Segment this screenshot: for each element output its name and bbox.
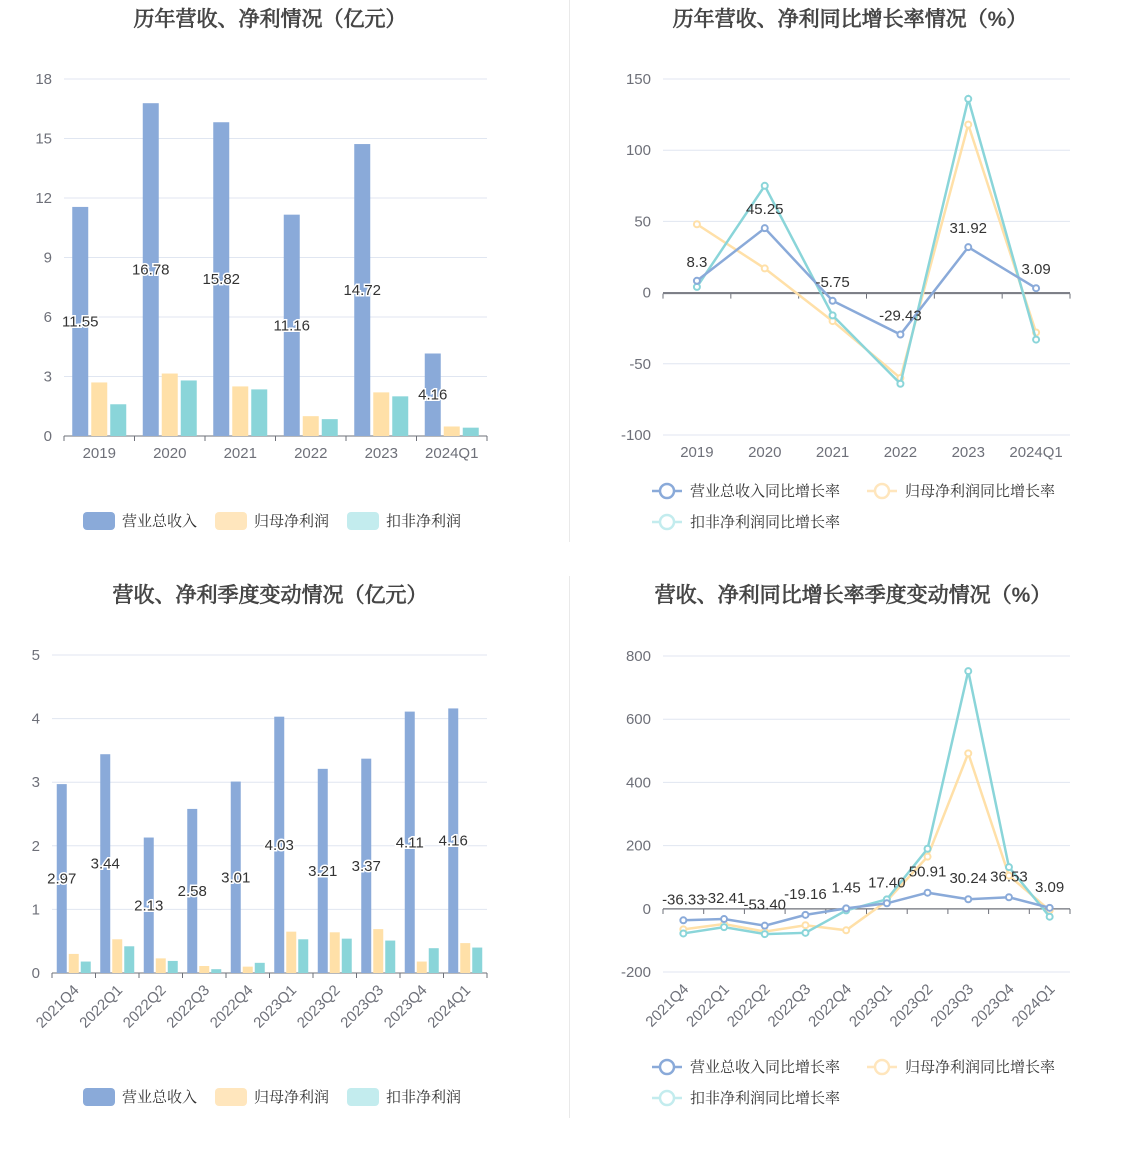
bar-quarterly-amounts-s2 bbox=[255, 963, 265, 973]
y-tick-label: 15 bbox=[35, 130, 52, 148]
annual-growth-chart bbox=[567, 0, 1134, 560]
bar-data-label: 2.97 bbox=[47, 870, 77, 888]
bar-annual-amounts-s2 bbox=[322, 419, 338, 436]
x-tick-label: 2023Q1 bbox=[250, 981, 301, 1032]
bar-annual-amounts-s1 bbox=[162, 374, 178, 436]
bar-quarterly-amounts-s1 bbox=[199, 966, 209, 973]
series-point-s0 bbox=[1047, 905, 1053, 911]
chart-title: 营收、净利季度变动情况（亿元） bbox=[112, 584, 428, 607]
line-data-label: -32.41 bbox=[702, 890, 746, 908]
series-point-s0 bbox=[884, 900, 890, 906]
legend-label: 扣非净利润 bbox=[386, 1089, 462, 1106]
y-tick-label: 50 bbox=[634, 213, 651, 231]
series-point-s2 bbox=[721, 924, 727, 930]
bar-annual-amounts-s2 bbox=[463, 428, 479, 436]
x-tick-label: 2023Q3 bbox=[927, 980, 978, 1031]
x-tick-label: 2019 bbox=[680, 444, 714, 461]
y-tick-label: 0 bbox=[43, 428, 52, 445]
x-tick-label: 2020 bbox=[153, 445, 187, 462]
series-point-s0 bbox=[762, 225, 768, 231]
x-tick-label: 2022 bbox=[883, 444, 918, 461]
chart-title: 历年营收、净利情况（亿元） bbox=[133, 8, 407, 31]
line-data-label: 3.09 bbox=[1021, 261, 1051, 279]
bar-quarterly-amounts-s2 bbox=[472, 948, 482, 973]
series-point-s0 bbox=[1006, 894, 1012, 900]
series-point-s1 bbox=[925, 854, 931, 860]
bar-data-label: 14.72 bbox=[343, 282, 382, 300]
series-point-s2 bbox=[965, 96, 971, 102]
y-tick-label: -200 bbox=[620, 964, 651, 981]
x-tick-label: 2022Q4 bbox=[206, 981, 257, 1032]
bar-data-label: 4.16 bbox=[438, 832, 468, 850]
y-tick-label: 0 bbox=[31, 965, 40, 982]
quarterly-amounts-panel bbox=[0, 576, 567, 1158]
series-point-s0 bbox=[897, 332, 903, 338]
series-point-s0 bbox=[965, 244, 971, 250]
y-tick-label: 4 bbox=[31, 710, 40, 728]
bar-data-label: 4.11 bbox=[395, 834, 424, 852]
legend-label: 归母净利润 bbox=[254, 513, 330, 530]
bar-data-label: 3.37 bbox=[351, 857, 381, 875]
annual-amounts-panel bbox=[0, 0, 567, 560]
bar-data-label: 4.16 bbox=[418, 386, 448, 404]
bar-data-label: 11.16 bbox=[273, 317, 310, 335]
y-tick-label: -50 bbox=[629, 355, 651, 373]
bar-annual-amounts-s2 bbox=[392, 396, 408, 436]
line-data-label: 50.91 bbox=[908, 863, 947, 881]
y-tick-label: 12 bbox=[35, 190, 52, 207]
x-tick-label: 2024Q1 bbox=[424, 981, 475, 1032]
legend-marker bbox=[660, 1091, 674, 1105]
y-tick-label: -100 bbox=[620, 427, 651, 444]
legend-label: 扣非净利润同比增长率 bbox=[690, 1090, 841, 1107]
bar-quarterly-amounts-s2 bbox=[298, 939, 308, 973]
y-tick-label: 3 bbox=[43, 368, 52, 386]
x-tick-label: 2020 bbox=[748, 444, 782, 461]
bar-annual-amounts-s2 bbox=[181, 380, 197, 436]
line-data-label: -5.75 bbox=[815, 273, 850, 291]
legend-label: 营业总收入 bbox=[122, 1089, 198, 1106]
bar-annual-amounts-s2 bbox=[251, 389, 267, 436]
bar-quarterly-amounts-s2 bbox=[168, 961, 178, 973]
bar-annual-amounts-s1 bbox=[373, 392, 389, 436]
series-point-s0 bbox=[925, 890, 931, 896]
chart-title: 营收、净利同比增长率季度变动情况（%） bbox=[654, 584, 1052, 607]
bar-data-label: 11.55 bbox=[62, 313, 99, 331]
x-tick-label: 2021Q4 bbox=[32, 981, 83, 1032]
bar-quarterly-amounts-s2 bbox=[342, 939, 352, 973]
bar-data-label: 3.21 bbox=[308, 862, 338, 880]
series-point-s1 bbox=[762, 265, 768, 271]
y-tick-label: 150 bbox=[625, 71, 651, 88]
legend-marker bbox=[660, 515, 674, 529]
quarterly-growth-panel bbox=[567, 576, 1134, 1158]
bar-quarterly-amounts-s2 bbox=[429, 948, 439, 973]
y-tick-label: 800 bbox=[625, 648, 651, 665]
legend-label: 扣非净利润 bbox=[386, 513, 462, 530]
series-point-s2 bbox=[1033, 337, 1039, 343]
legend-marker bbox=[875, 1060, 889, 1074]
y-tick-label: 0 bbox=[642, 284, 651, 302]
bar-quarterly-amounts-s1 bbox=[417, 962, 427, 973]
legend-label: 营业总收入同比增长率 bbox=[690, 483, 841, 500]
series-point-s0 bbox=[830, 298, 836, 304]
line-data-label: 45.25 bbox=[745, 201, 784, 219]
x-tick-label: 2023Q4 bbox=[380, 981, 431, 1032]
legend-label: 营业总收入同比增长率 bbox=[690, 1059, 841, 1076]
bar-quarterly-amounts-s2 bbox=[81, 962, 91, 973]
x-tick-label: 2023Q1 bbox=[845, 980, 896, 1031]
x-tick-label: 2024Q1 bbox=[1008, 980, 1059, 1031]
y-tick-label: 0 bbox=[642, 900, 651, 918]
x-tick-label: 2021 bbox=[223, 445, 257, 462]
line-data-label: 17.40 bbox=[868, 874, 906, 892]
series-point-s2 bbox=[925, 846, 931, 852]
x-tick-label: 2022Q3 bbox=[163, 981, 214, 1032]
y-tick-label: 18 bbox=[35, 71, 52, 88]
x-tick-label: 2022 bbox=[294, 445, 328, 462]
series-point-s0 bbox=[762, 923, 768, 929]
bar-data-label: 4.03 bbox=[264, 836, 294, 854]
series-point-s1 bbox=[694, 221, 700, 227]
series-point-s2 bbox=[762, 183, 768, 189]
legend-label: 归母净利润同比增长率 bbox=[905, 1059, 1056, 1076]
x-tick-label: 2022Q3 bbox=[764, 980, 815, 1031]
bar-quarterly-amounts-s2 bbox=[211, 969, 221, 973]
series-point-s1 bbox=[965, 122, 971, 128]
bar-data-label: 15.82 bbox=[202, 271, 241, 289]
annual-amounts-chart bbox=[0, 0, 567, 560]
legend-label: 扣非净利润同比增长率 bbox=[690, 514, 841, 531]
x-tick-label: 2023Q2 bbox=[886, 980, 937, 1031]
bar-quarterly-amounts-s1 bbox=[69, 954, 79, 973]
legend-label: 归母净利润同比增长率 bbox=[905, 483, 1056, 500]
y-tick-label: 600 bbox=[625, 711, 651, 729]
bar-quarterly-amounts-s2 bbox=[124, 946, 134, 973]
legend-marker bbox=[660, 484, 674, 498]
legend-swatch bbox=[215, 1088, 247, 1106]
bar-annual-amounts-s1 bbox=[232, 386, 248, 436]
bar-quarterly-amounts-s1 bbox=[330, 932, 340, 973]
bar-quarterly-amounts-s1 bbox=[112, 939, 122, 973]
y-tick-label: 3 bbox=[31, 774, 40, 792]
series-point-s2 bbox=[830, 312, 836, 318]
series-point-s2 bbox=[802, 930, 808, 936]
quarterly-amounts-chart bbox=[0, 576, 567, 1158]
quarterly-growth-chart bbox=[567, 576, 1134, 1158]
line-data-label: 36.53 bbox=[990, 868, 1028, 886]
series-point-s0 bbox=[680, 917, 686, 923]
series-point-s1 bbox=[802, 922, 808, 928]
annual-growth-panel bbox=[567, 0, 1134, 560]
x-tick-label: 2022Q1 bbox=[683, 980, 733, 1031]
bar-data-label: 3.01 bbox=[221, 869, 251, 887]
x-tick-label: 2022Q2 bbox=[119, 981, 170, 1032]
series-point-s2 bbox=[965, 668, 971, 674]
y-tick-label: 6 bbox=[43, 309, 52, 326]
bar-quarterly-amounts-s1 bbox=[373, 929, 383, 973]
x-tick-label: 2023Q3 bbox=[337, 981, 388, 1032]
bar-quarterly-amounts-s1 bbox=[156, 958, 166, 973]
bar-annual-amounts-s1 bbox=[303, 416, 319, 436]
x-tick-label: 2023Q2 bbox=[293, 981, 344, 1032]
x-tick-label: 2023 bbox=[364, 445, 398, 462]
legend-marker bbox=[875, 484, 889, 498]
series-line-s0 bbox=[697, 228, 1036, 334]
bar-data-label: 16.78 bbox=[131, 261, 170, 279]
bar-quarterly-amounts-s1 bbox=[243, 967, 253, 973]
line-data-label: 30.24 bbox=[949, 870, 988, 888]
series-point-s2 bbox=[1047, 914, 1053, 920]
legend-swatch bbox=[83, 512, 115, 530]
line-data-label: -36.33 bbox=[662, 891, 705, 909]
series-point-s0 bbox=[843, 905, 849, 911]
x-tick-label: 2022Q4 bbox=[805, 980, 855, 1031]
legend-swatch bbox=[83, 1088, 115, 1106]
series-point-s2 bbox=[897, 381, 903, 387]
x-tick-label: 2024Q1 bbox=[1009, 444, 1063, 461]
x-tick-label: 2023 bbox=[951, 444, 985, 461]
bar-quarterly-amounts-s2 bbox=[385, 941, 395, 973]
series-point-s2 bbox=[694, 284, 700, 290]
series-point-s0 bbox=[721, 916, 727, 922]
series-point-s2 bbox=[680, 930, 686, 936]
chart-title: 历年营收、净利同比增长率情况（%） bbox=[672, 8, 1028, 31]
line-data-label: -19.16 bbox=[784, 885, 827, 903]
line-data-label: 1.45 bbox=[831, 879, 861, 897]
y-tick-label: 200 bbox=[625, 837, 651, 855]
series-point-s2 bbox=[762, 931, 768, 937]
x-tick-label: 2019 bbox=[82, 445, 116, 462]
bar-annual-amounts-s1 bbox=[91, 382, 107, 436]
legend-label: 归母净利润 bbox=[254, 1089, 330, 1106]
legend-swatch bbox=[347, 512, 379, 530]
legend-label: 营业总收入 bbox=[122, 513, 198, 530]
line-data-label: -29.43 bbox=[879, 307, 922, 325]
series-point-s0 bbox=[802, 912, 808, 918]
x-tick-label: 2023Q4 bbox=[968, 980, 1018, 1031]
series-point-s0 bbox=[694, 278, 700, 284]
bar-quarterly-amounts-s1 bbox=[286, 932, 296, 973]
x-tick-label: 2024Q1 bbox=[425, 445, 479, 462]
bar-data-label: 2.13 bbox=[134, 897, 164, 915]
x-tick-label: 2021Q4 bbox=[642, 980, 693, 1031]
line-data-label: 31.92 bbox=[949, 220, 988, 238]
series-point-s0 bbox=[1033, 285, 1039, 291]
y-tick-label: 400 bbox=[625, 774, 651, 792]
y-tick-label: 100 bbox=[625, 142, 651, 160]
line-data-label: 3.09 bbox=[1035, 878, 1065, 896]
line-data-label: 8.3 bbox=[686, 253, 708, 271]
bar-annual-amounts-s2 bbox=[110, 404, 126, 436]
y-tick-label: 5 bbox=[31, 647, 40, 664]
bar-data-label: 2.58 bbox=[177, 882, 207, 900]
y-tick-label: 9 bbox=[43, 249, 52, 267]
series-point-s0 bbox=[965, 896, 971, 902]
series-point-s1 bbox=[843, 927, 849, 933]
legend-swatch bbox=[347, 1088, 379, 1106]
bar-quarterly-amounts-s1 bbox=[460, 943, 470, 973]
line-data-label: -53.40 bbox=[743, 896, 787, 914]
x-tick-label: 2021 bbox=[815, 444, 850, 461]
bar-data-label: 3.44 bbox=[90, 855, 120, 873]
x-tick-label: 2022Q1 bbox=[76, 981, 127, 1032]
y-tick-label: 1 bbox=[31, 901, 40, 919]
legend-swatch bbox=[215, 512, 247, 530]
legend-marker bbox=[660, 1060, 674, 1074]
series-point-s1 bbox=[965, 750, 971, 756]
y-tick-label: 2 bbox=[31, 837, 40, 855]
x-tick-label: 2022Q2 bbox=[723, 980, 774, 1031]
bar-annual-amounts-s1 bbox=[444, 426, 460, 436]
